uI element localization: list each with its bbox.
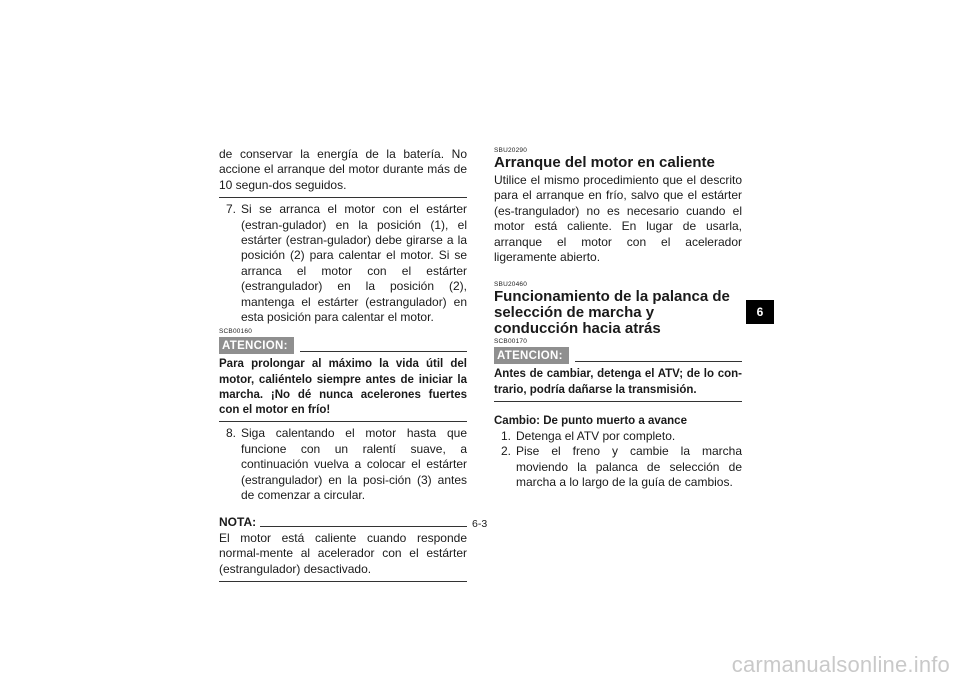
left-column (219, 147, 467, 582)
caution-code: SCB00160 (219, 328, 253, 336)
list-item-step-7 (219, 202, 467, 325)
chapter-tab: 6 (746, 300, 774, 324)
section-paragraph: Utilice el mismo procedimiento que el descrito para el arranque en frío, salvo que el estárter (es-trangulador) no es necesario cuando el motor está caliente. En lugar de usarla, arranque el motor con el acelerador ligeramente abierto. (494, 173, 742, 265)
step-text: Si se arranca el motor con el estárter (estran-gulador) en la posición (1), el estárter (estran-gulador) debe girarse a la posición (2) para calentar el motor. Si se arranca el motor con el estárter (estrangulador) en la posición (2), mantenga el estárter (estrangulador) en esta posición para calentar el motor. (241, 202, 467, 325)
section-title: Arranque del motor en caliente (494, 154, 715, 171)
section-code: SBU20290 (494, 147, 528, 154)
step-number: 1. (501, 429, 512, 444)
divider (219, 421, 467, 422)
divider (219, 197, 467, 198)
list-item-step-2 (494, 444, 742, 490)
note-rule (260, 526, 467, 527)
caution-header (219, 337, 467, 354)
section-title: Funcionamiento de la palanca de selección de marcha y conducción hacia atrás (494, 288, 730, 338)
caution-code: SCB00170 (494, 338, 528, 346)
section-code: SBU20460 (494, 281, 528, 289)
caution-text: Para prolongar al máximo la vida útil del motor, caliéntelo siempre antes de iniciar la marcha. ¡No dé nunca acelerones fuertes con el motor en frío! (219, 358, 467, 417)
step-text: Siga calentando el motor hasta que funcione con un ralentí suave, a continuación vuelva a colocar el estárter (estrangulador) en la posi-ción (3) antes de comenzar a circular. (241, 426, 467, 502)
caution-header (494, 347, 742, 364)
page-number: 6-3 (472, 518, 488, 530)
note-label: NOTA: (219, 515, 257, 530)
note-header (219, 515, 467, 530)
right-column (494, 147, 742, 491)
step-text: Pise el freno y cambie la marcha moviendo la palanca de selección de marcha a lo largo de la guía de cambios. (516, 444, 742, 490)
step-text: Detenga el ATV por completo. (516, 429, 676, 444)
step-number: 8. (226, 426, 237, 441)
step-number: 7. (226, 202, 237, 217)
list-item-step-1 (494, 429, 742, 444)
step-number: 2. (501, 444, 512, 459)
caution-rule (575, 361, 742, 362)
divider (494, 401, 742, 402)
caution-label: ATENCION: (494, 347, 569, 364)
note-text: El motor está caliente cuando responde normal-mente al acelerador con el estárter (estrangulador) desactivado. (219, 530, 467, 576)
list-item-step-8 (219, 426, 467, 503)
caution-label: ATENCION: (219, 337, 294, 354)
intro-paragraph: de conservar la energía de la batería. No accione el arranque del motor durante más de 10 segun-dos seguidos. (219, 147, 467, 192)
caution-text: Antes de cambiar, detenga el ATV; de lo con-trario, podría dañarse la transmisión. (494, 368, 742, 396)
caution-rule (300, 351, 467, 352)
watermark: carmanualsonline.info (731, 652, 950, 677)
subsection-heading: Cambio: De punto muerto a avance (494, 414, 687, 427)
divider (219, 581, 467, 582)
